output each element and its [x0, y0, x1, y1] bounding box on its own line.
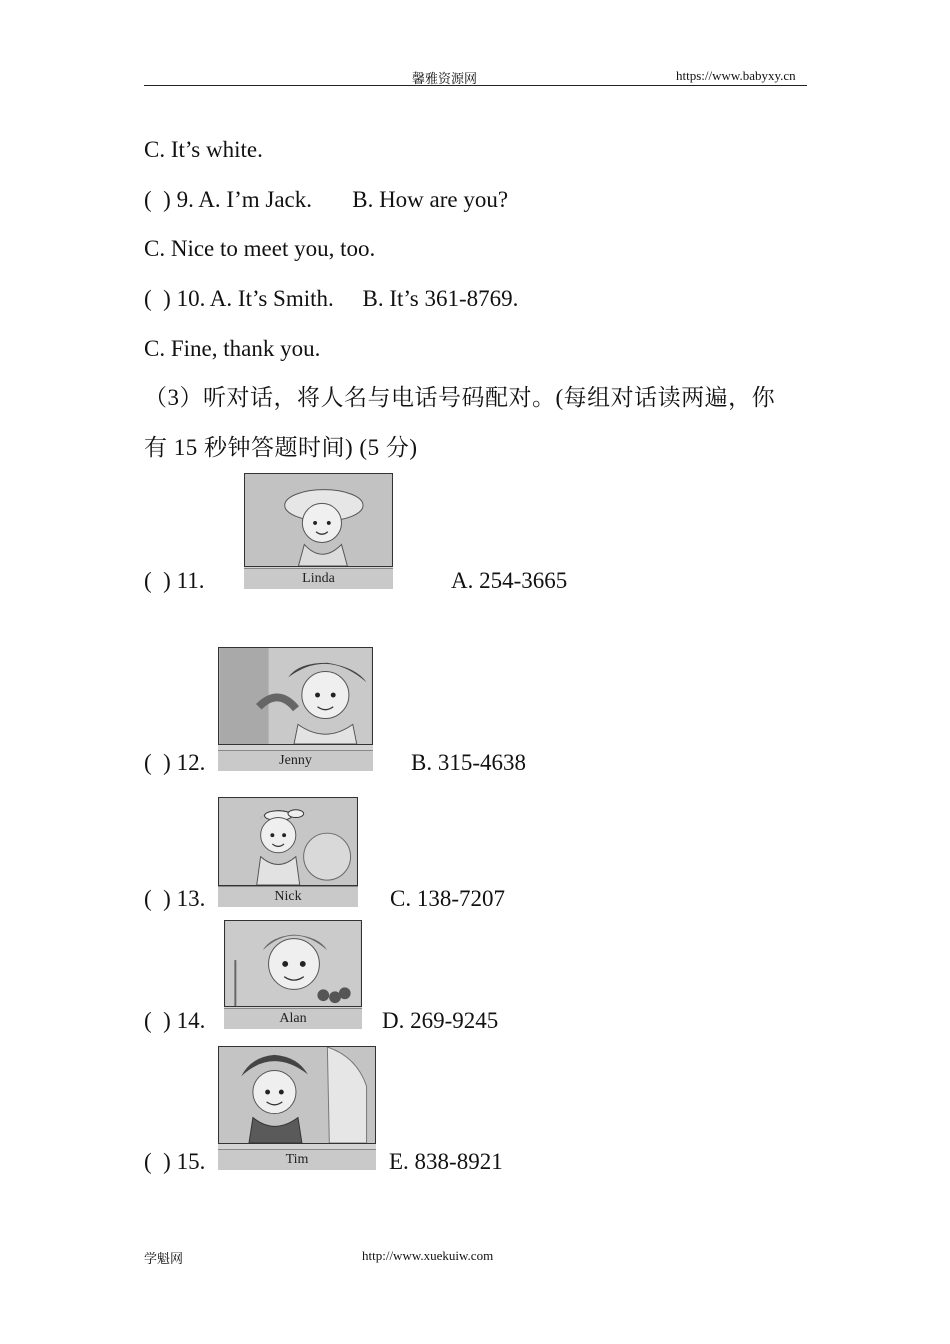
picture-name-label: Alan [224, 1008, 362, 1029]
section-3-instruction: （3）听对话，将人名与电话号码配对。(每组对话读两遍，你 [144, 385, 776, 410]
boy-smiling-illustration [225, 921, 361, 1006]
item-13-number: ( ) 13. [144, 886, 206, 911]
option-a: A. 254-3665 [451, 568, 568, 593]
picture-name-label: Tim [218, 1149, 376, 1170]
question-8-option-c: C. It’s white. [144, 137, 263, 162]
alan-picture [224, 920, 362, 1029]
nick-picture [218, 797, 358, 907]
girl-with-hat-illustration [245, 474, 392, 566]
item-15-number: ( ) 15. [144, 1149, 206, 1174]
option-c: C. 138-7207 [390, 886, 505, 911]
header-rule [144, 85, 807, 86]
option-b: B. 315-4638 [411, 750, 526, 775]
picture-name-label: Nick [218, 886, 358, 907]
header-site-url[interactable]: https://www.babyxy.cn [676, 68, 796, 83]
picture-name-label: Jenny [218, 750, 373, 771]
question-9-option-c: C. Nice to meet you, too. [144, 236, 376, 261]
item-11-number: ( ) 11. [144, 568, 205, 593]
jenny-picture [218, 647, 373, 771]
section-3-instruction-cont: 有 15 秒钟答题时间) (5 分) [144, 435, 418, 460]
question-10-options: ( ) 10. A. It’s Smith. B. It’s 361-8769. [144, 286, 519, 311]
option-e: E. 838-8921 [389, 1149, 503, 1174]
header-site-name: 馨雅资源网 [412, 71, 478, 86]
option-d: D. 269-9245 [382, 1008, 499, 1033]
footer-site-name: 学魁网 [144, 1251, 184, 1266]
boy-with-cap-illustration [219, 1047, 375, 1143]
tim-picture [218, 1046, 376, 1170]
boy-with-sunglasses-illustration [219, 798, 357, 885]
picture-name-label: Linda [244, 568, 393, 589]
item-12-number: ( ) 12. [144, 750, 206, 775]
question-10-option-c: C. Fine, thank you. [144, 336, 321, 361]
item-14-number: ( ) 14. [144, 1008, 206, 1033]
footer-url[interactable]: http://www.xuekuiw.com [362, 1248, 494, 1263]
linda-picture [244, 473, 393, 589]
question-9-options: ( ) 9. A. I’m Jack. B. How are you? [144, 187, 509, 212]
girl-waving-illustration [219, 648, 372, 744]
